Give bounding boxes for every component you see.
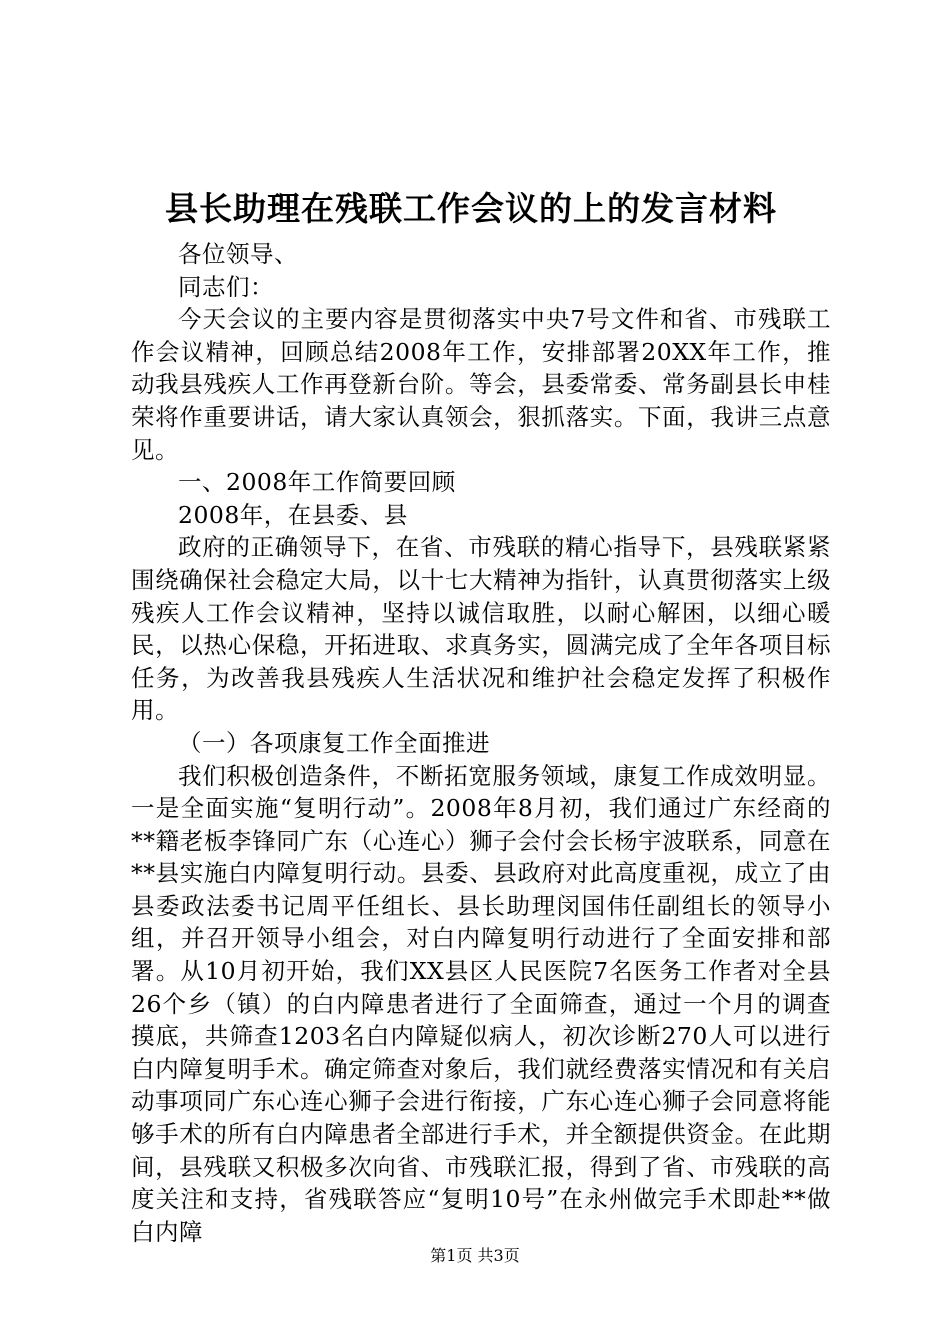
opening-paragraph: 今天会议的主要内容是贯彻落实中央7号文件和省、市残联工作会议精神，回顾总结2008年工作，安排部署20XX年工作，推动我县残疾人工作再登新台阶。等会，县委常委、常务副县长申桂荣将作重要讲话，请大家认真领会，狠抓落实。下面，我讲三点意见。	[131, 305, 831, 464]
paragraph-rehabilitation: 我们积极创造条件，不断拓宽服务领域，康复工作成效明显。一是全面实施“复明行动”。2008年8月初，我们通过广东经商的**籍老板李锋同广东（心连心）狮子会付会长杨宇波联系，同意在**县实施白内障复明行动。县委、县政府对此高度重视，成立了由县委政法委书记周平任组长、县长助理闵国伟任副组长的领导小组，并召开领导小组会，对白内障复明行动进行了全面安排和部署。从10月初开始，我们XX县区人民医院7名医务工作者对全县26个乡（镇）的白内障患者进行了全面筛查，通过一个月的调查摸底，共筛查1203名白内障疑似病人，初次诊断270人可以进行白内障复明手术。确定筛查对象后，我们就经费落实情况和有关启动事项同广东心连心狮子会进行衔接，广东心连心狮子会同意将能够手术的所有白内障患者全部进行手术，并全额提供资金。在此期间，县残联又积极多次向省、市残联汇报，得到了省、市残联的高度关注和支持，省残联答应“复明10号”在永州做完手术即赴**做白内障	[131, 761, 831, 1246]
paragraph-2008-summary: 政府的正确领导下，在省、市残联的精心指导下，县残联紧紧围绕确保社会稳定大局，以十七大精神为指针，认真贯彻落实上级残疾人工作会议精神，坚持以诚信取胜，以耐心解困，以细心暖民，以热心保稳，开拓进取、求真务实，圆满完成了全年各项目标任务，为改善我县残疾人生活状况和维护社会稳定发挥了积极作用。	[131, 533, 831, 725]
page-footer: 第1页 共3页	[430, 1246, 520, 1265]
document-body	[131, 186, 831, 1248]
salutation-leaders: 各位领导、	[178, 240, 298, 268]
subsection-heading-1: （一）各项康复工作全面推进	[178, 728, 490, 757]
paragraph-2008-intro: 2008年，在县委、县	[178, 500, 408, 529]
document-title: 县长助理在残联工作会议的上的发言材料	[165, 189, 777, 228]
section-heading-1: 一、2008年工作简要回顾	[178, 468, 456, 497]
salutation-comrades: 同志们：	[178, 272, 274, 301]
